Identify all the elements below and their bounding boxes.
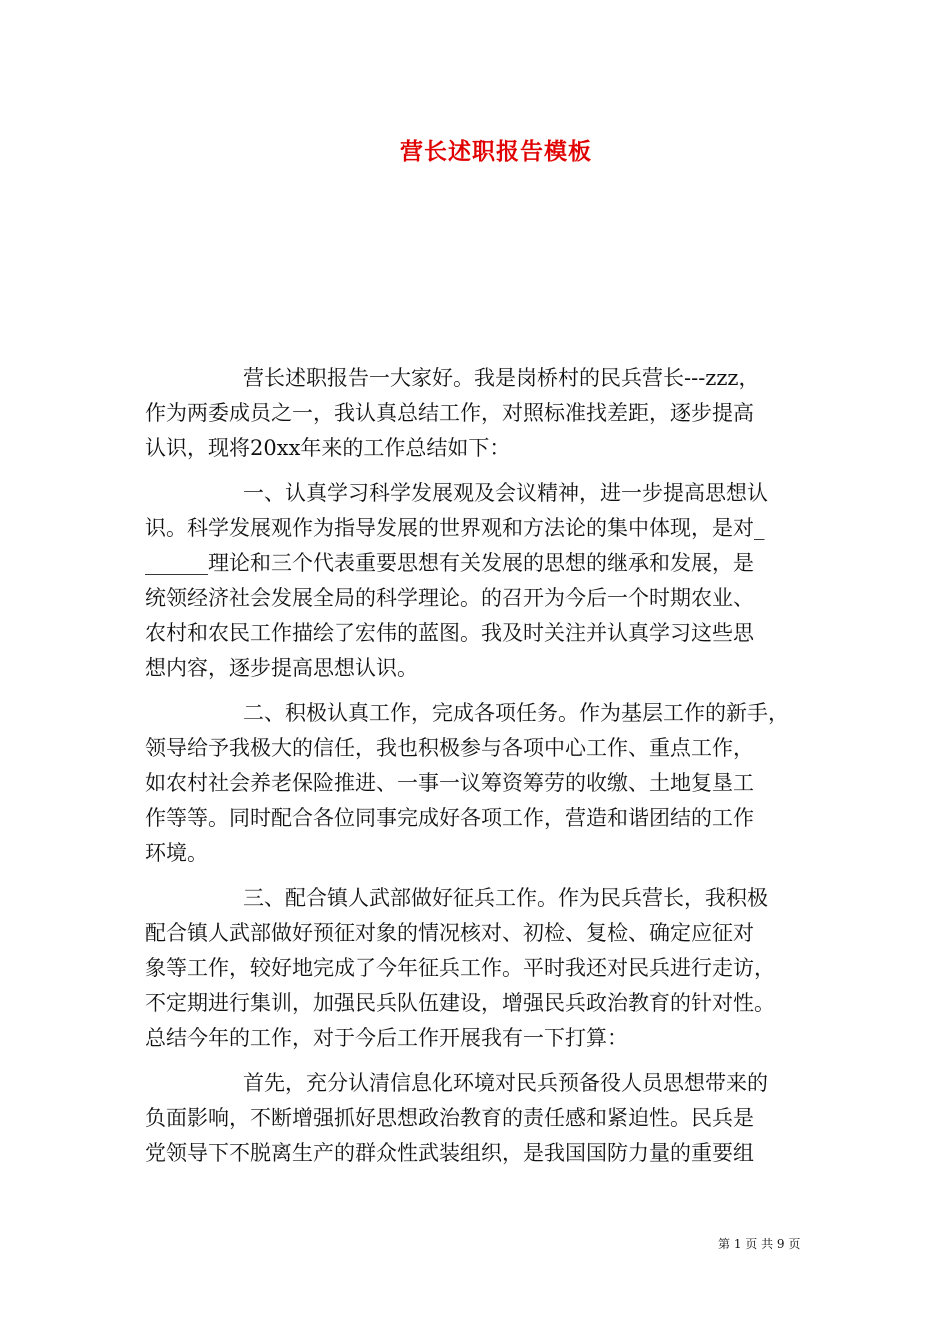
body-line: 作等等。同时配合各位同事完成好各项工作，营造和谐团结的工作	[145, 806, 754, 830]
body-line: 认识，现将20xx年来的工作总结如下：	[145, 436, 511, 460]
page-number-footer: 第 1 页 共 9 页	[718, 1237, 801, 1251]
body-line: 不定期进行集训，加强民兵队伍建设，增强民兵政治教育的针对性。	[145, 991, 775, 1015]
document-title: 营长述职报告模板	[400, 138, 592, 165]
body-line: 党领导下不脱离生产的群众性武装组织，是我国国防力量的重要组	[145, 1141, 754, 1165]
body-line: 作为两委成员之一，我认真总结工作，对照标准找差距，逐步提高	[145, 401, 754, 425]
body-line: 总结今年的工作，对于今后工作开展我有一下打算：	[145, 1026, 628, 1050]
body-line: 环境。	[145, 841, 208, 865]
body-line: 农村和农民工作描绘了宏伟的蓝图。我及时关注并认真学习这些思	[145, 621, 754, 645]
body-line: ______理论和三个代表重要思想有关发展的思想的继承和发展，是	[145, 551, 754, 575]
body-line: 营长述职报告一大家好。我是岗桥村的民兵营长---zzz，	[243, 366, 760, 390]
body-line: 如农村社会养老保险推进、一事一议筹资筹劳的收缴、土地复垦工	[145, 771, 754, 795]
body-line: 负面影响，不断增强抓好思想政治教育的责任感和紧迫性。民兵是	[145, 1106, 754, 1130]
body-line: 配合镇人武部做好预征对象的情况核对、初检、复检、确定应征对	[145, 921, 754, 945]
body-line: 首先，充分认清信息化环境对民兵预备役人员思想带来的	[243, 1071, 768, 1095]
body-line: 统领经济社会发展全局的科学理论。的召开为今后一个时期农业、	[145, 586, 754, 610]
body-line: 二、积极认真工作，完成各项任务。作为基层工作的新手，	[243, 701, 789, 725]
body-line: 识。科学发展观作为指导发展的世界观和方法论的集中体现，是对_	[145, 516, 765, 540]
body-line: 象等工作，较好地完成了今年征兵工作。平时我还对民兵进行走访，	[145, 956, 775, 980]
body-line: 领导给予我极大的信任，我也积极参与各项中心工作、重点工作，	[145, 736, 754, 760]
body-line: 想内容，逐步提高思想认识。	[145, 656, 418, 680]
body-line: 三、配合镇人武部做好征兵工作。作为民兵营长，我积极	[243, 886, 768, 910]
body-line: 一、认真学习科学发展观及会议精神，进一步提高思想认	[243, 481, 768, 505]
